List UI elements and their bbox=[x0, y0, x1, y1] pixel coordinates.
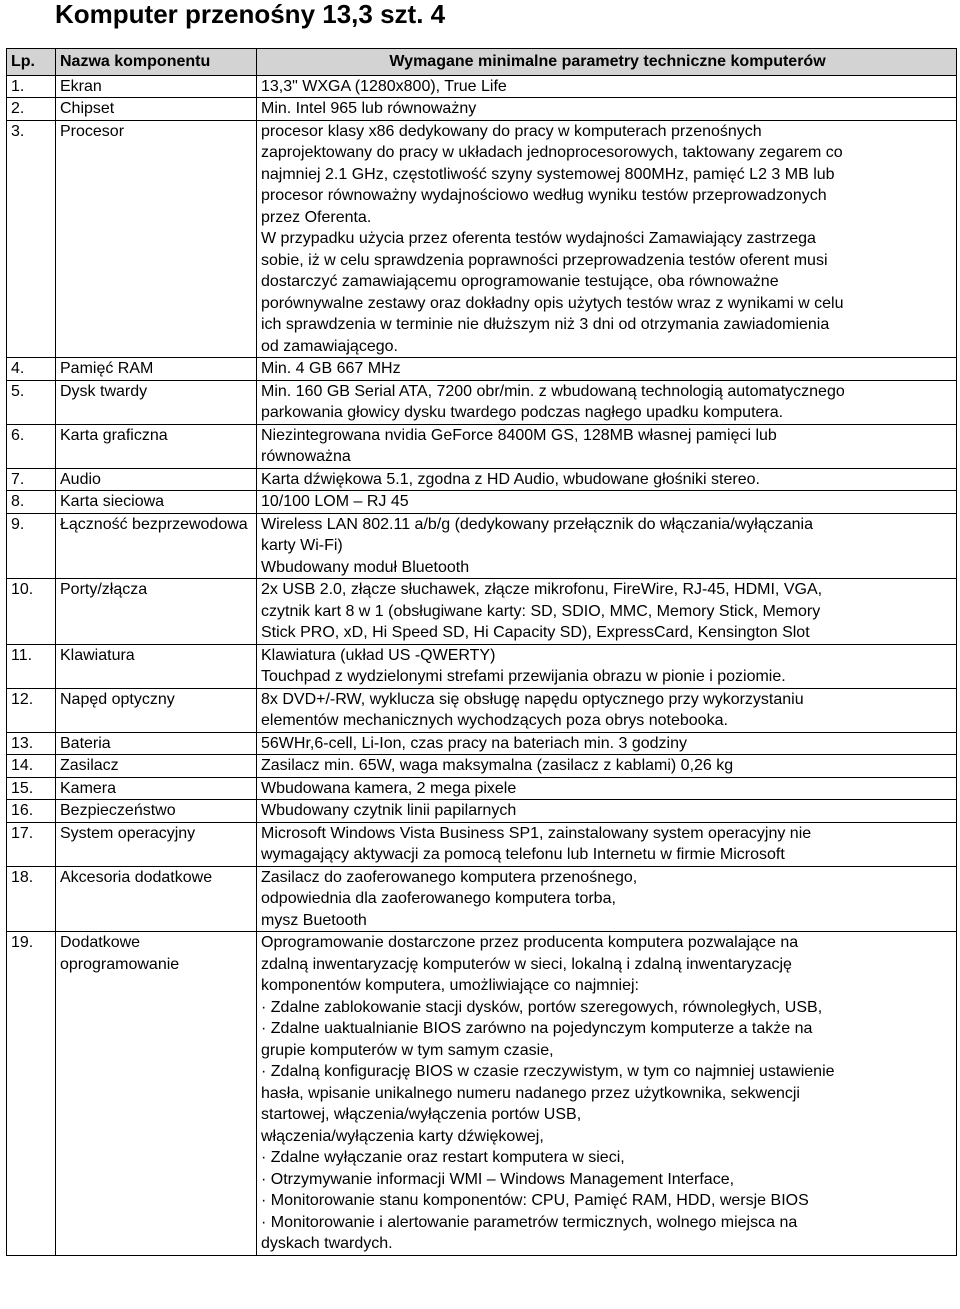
spec-line: procesor równoważny wydajnościowo według wyniku testów przeprowadzonych bbox=[261, 187, 827, 204]
spec-line: · Zdalne wyłączanie oraz restart komputera w sieci, bbox=[261, 1149, 625, 1166]
component-name: Porty/złącza bbox=[56, 579, 257, 645]
component-name: Karta graficzna bbox=[56, 424, 257, 468]
row-number: 2. bbox=[7, 98, 56, 121]
spec-line: dostarczyć zamawiającemu oprogramowanie testujące, oba równoważne bbox=[261, 273, 779, 290]
table-row bbox=[7, 120, 957, 358]
component-spec bbox=[257, 688, 957, 732]
table-row bbox=[7, 732, 957, 755]
spec-line: 8x DVD+/-RW, wyklucza się obsługę napędu optycznego przy wykorzystaniu bbox=[261, 690, 804, 708]
component-spec bbox=[257, 732, 957, 755]
spec-line: · Monitorowanie i alertowanie parametrów termicznych, wolnego miejsca na bbox=[261, 1213, 798, 1231]
table-row bbox=[7, 75, 957, 98]
component-spec bbox=[257, 358, 957, 381]
spec-line: procesor klasy x86 dedykowany do pracy w komputerach przenośnych bbox=[261, 122, 762, 140]
component-name: Karta sieciowa bbox=[56, 491, 257, 514]
spec-line: hasła, wpisanie unikalnego numeru nadanego przez użytkownika, sekwencji bbox=[261, 1084, 800, 1102]
spec-line: Karta dźwiękowa 5.1, zgodna z HD Audio, wbudowane głośniki stereo. bbox=[261, 470, 760, 488]
component-name: Chipset bbox=[56, 98, 257, 121]
spec-line: 2x USB 2.0, złącze słuchawek, złącze mikrofonu, FireWire, RJ-45, HDMI, VGA, bbox=[261, 581, 823, 598]
spec-line: czytnik kart 8 w 1 (obsługiwane karty: SD, SDIO, MMC, Memory Stick, Memory bbox=[261, 602, 821, 620]
header-spec: Wymagane minimalne parametry techniczne komputerów bbox=[257, 49, 957, 76]
table-row bbox=[7, 380, 957, 424]
spec-line: Stick PRO, xD, Hi Speed SD, Hi Capacity SD), ExpressCard, Kensington Slot bbox=[261, 624, 810, 641]
spec-line: dyskach twardych. bbox=[261, 1235, 393, 1252]
spec-line: Klawiatura (układ US -QWERTY) bbox=[261, 646, 496, 664]
row-number: 17. bbox=[7, 822, 56, 866]
row-number: 6. bbox=[7, 424, 56, 468]
component-spec bbox=[257, 866, 957, 932]
table-row bbox=[7, 513, 957, 579]
spec-line: mysz Buetooth bbox=[261, 911, 367, 929]
component-name: Kamera bbox=[56, 777, 257, 800]
component-spec bbox=[257, 468, 957, 491]
spec-line: porównywalne zestawy oraz dokładny opis użytych testów wraz z wynikami w celu bbox=[261, 294, 844, 312]
spec-line: od zamawiającego. bbox=[261, 337, 398, 355]
header-name: Nazwa komponentu bbox=[56, 49, 257, 76]
row-number: 12. bbox=[7, 688, 56, 732]
row-number: 11. bbox=[7, 644, 56, 688]
table-row bbox=[7, 424, 957, 468]
spec-line: Touchpad z wydzielonymi strefami przewijania obrazu w pionie i poziomie. bbox=[261, 668, 786, 685]
component-spec bbox=[257, 424, 957, 468]
spec-line: Wireless LAN 802.11 a/b/g (dedykowany przełącznik do włączania/wyłączania bbox=[261, 515, 813, 533]
table-row bbox=[7, 579, 957, 645]
table-row bbox=[7, 866, 957, 932]
component-name: Zasilacz bbox=[56, 755, 257, 778]
spec-line: Wbudowany moduł Bluetooth bbox=[261, 558, 470, 576]
spec-line: komponentów komputera, umożliwiające co najmniej: bbox=[261, 977, 639, 994]
component-spec bbox=[257, 932, 957, 1256]
spec-line: ich sprawdzenia w terminie nie dłuższym niż 3 dni od otrzymania zawiadomienia bbox=[261, 316, 830, 333]
spec-line: Min. 160 GB Serial ATA, 7200 obr/min. z wbudowaną technologią automatycznego bbox=[261, 382, 845, 400]
component-name: Łączność bezprzewodowa bbox=[56, 513, 257, 579]
component-spec bbox=[257, 75, 957, 98]
row-number: 4. bbox=[7, 358, 56, 381]
component-spec bbox=[257, 800, 957, 823]
spec-line: zdalną inwentaryzację komputerów w sieci, lokalną i zdalną inwentaryzację bbox=[261, 955, 792, 973]
spec-line: najmniej 2.1 GHz, częstotliwość szyny systemowej 800MHz, pamięć L2 3 MB lub bbox=[261, 165, 835, 183]
row-number: 13. bbox=[7, 732, 56, 755]
spec-line: · Zdalne uaktualnianie BIOS zarówno na pojedynczym komputerze a także na bbox=[261, 1020, 813, 1037]
spec-line: · Otrzymywanie informacji WMI – Windows Management Interface, bbox=[261, 1170, 735, 1188]
spec-line: karty Wi-Fi) bbox=[261, 537, 343, 554]
table-row bbox=[7, 688, 957, 732]
row-number: 7. bbox=[7, 468, 56, 491]
spec-line: Oprogramowanie dostarczone przez producenta komputera pozwalające na bbox=[261, 934, 799, 951]
component-spec bbox=[257, 644, 957, 688]
component-name: Ekran bbox=[56, 75, 257, 98]
spec-line: równoważna bbox=[261, 448, 351, 465]
component-spec bbox=[257, 98, 957, 121]
spec-line: · Monitorowanie stanu komponentów: CPU, Pamięć RAM, HDD, wersje BIOS bbox=[261, 1192, 809, 1209]
header-lp: Lp. bbox=[7, 49, 56, 76]
table-row bbox=[7, 800, 957, 823]
component-name: Bezpieczeństwo bbox=[56, 800, 257, 823]
component-name: Napęd optyczny bbox=[56, 688, 257, 732]
component-name: Pamięć RAM bbox=[56, 358, 257, 381]
component-name: Audio bbox=[56, 468, 257, 491]
component-name: System operacyjny bbox=[56, 822, 257, 866]
page-title: Komputer przenośny 13,3 szt. 4 bbox=[55, 0, 446, 29]
row-number: 10. bbox=[7, 579, 56, 645]
component-spec bbox=[257, 579, 957, 645]
component-spec bbox=[257, 120, 957, 358]
spec-table bbox=[6, 48, 957, 1256]
table-row bbox=[7, 491, 957, 514]
spec-line: parkowania głowicy dysku twardego podczas nagłego upadku komputera. bbox=[261, 404, 784, 421]
row-number: 3. bbox=[7, 120, 56, 358]
component-name: Klawiatura bbox=[56, 644, 257, 688]
table-row bbox=[7, 822, 957, 866]
spec-line: sobie, iż w celu sprawdzenia poprawności przeprowadzenia testów oferent musi bbox=[261, 251, 828, 269]
component-spec bbox=[257, 491, 957, 514]
spec-line: 56WHr,6-cell, Li-Ion, czas pracy na bateriach min. 3 godziny bbox=[261, 734, 687, 752]
spec-line: · Zdalną konfigurację BIOS w czasie rzeczywistym, w tym co najmniej ustawienie bbox=[261, 1063, 835, 1080]
component-spec bbox=[257, 755, 957, 778]
component-name: Dysk twardy bbox=[56, 380, 257, 424]
spec-line: Min. Intel 965 lub równoważny bbox=[261, 100, 477, 117]
spec-line: W przypadku użycia przez oferenta testów wydajności Zamawiający zastrzega bbox=[261, 230, 816, 247]
spec-line: odpowiednia dla zaoferowanego komputera torba, bbox=[261, 890, 616, 907]
table-row bbox=[7, 755, 957, 778]
spec-line: wymagający aktywacji za pomocą telefonu lub Internetu w firmie Microsoft bbox=[261, 846, 785, 863]
component-name: Dodatkowe oprogramowanie bbox=[56, 932, 257, 1256]
component-spec bbox=[257, 513, 957, 579]
spec-line: Wbudowany czytnik linii papilarnych bbox=[261, 802, 517, 819]
row-number: 5. bbox=[7, 380, 56, 424]
spec-line: 10/100 LOM – RJ 45 bbox=[261, 493, 409, 510]
row-number: 15. bbox=[7, 777, 56, 800]
component-name: Bateria bbox=[56, 732, 257, 755]
spec-line: Microsoft Windows Vista Business SP1, zainstalowany system operacyjny nie bbox=[261, 824, 812, 842]
row-number: 16. bbox=[7, 800, 56, 823]
table-header-row bbox=[7, 49, 957, 76]
spec-line: przez Oferenta. bbox=[261, 208, 372, 226]
row-number: 14. bbox=[7, 755, 56, 778]
spec-line: grupie komputerów w tym samym czasie, bbox=[261, 1041, 554, 1059]
spec-line: Min. 4 GB 667 MHz bbox=[261, 360, 401, 377]
table-row bbox=[7, 468, 957, 491]
row-number: 1. bbox=[7, 75, 56, 98]
row-number: 19. bbox=[7, 932, 56, 1256]
component-name: Akcesoria dodatkowe bbox=[56, 866, 257, 932]
table-body bbox=[7, 75, 957, 1255]
spec-line: Wbudowana kamera, 2 mega pixele bbox=[261, 779, 517, 797]
component-spec bbox=[257, 380, 957, 424]
spec-line: Zasilacz do zaoferowanego komputera przenośnego, bbox=[261, 868, 638, 886]
table-row bbox=[7, 358, 957, 381]
spec-line: 13,3" WXGA (1280x800), True Life bbox=[261, 77, 507, 95]
table-row bbox=[7, 777, 957, 800]
table-row bbox=[7, 98, 957, 121]
spec-line: · Zdalne zablokowanie stacji dysków, portów szeregowych, równoległych, USB, bbox=[261, 998, 823, 1016]
row-number: 18. bbox=[7, 866, 56, 932]
spec-line: włączenia/wyłączenia karty dźwiękowej, bbox=[261, 1127, 544, 1145]
component-name: Procesor bbox=[56, 120, 257, 358]
spec-line: Niezintegrowana nvidia GeForce 8400M GS, 128MB własnej pamięci lub bbox=[261, 426, 777, 444]
spec-line: zaprojektowany do pracy w układach jednoprocesorowych, taktowany zegarem co bbox=[261, 144, 843, 161]
table-row bbox=[7, 644, 957, 688]
spec-line: Zasilacz min. 65W, waga maksymalna (zasilacz z kablami) 0,26 kg bbox=[261, 757, 734, 774]
component-spec bbox=[257, 777, 957, 800]
component-spec bbox=[257, 822, 957, 866]
table-row bbox=[7, 932, 957, 1256]
spec-line: startowej, włączenia/wyłączenia portów USB, bbox=[261, 1106, 582, 1123]
spec-line: elementów mechanicznych wychodzących poza obrys notebooka. bbox=[261, 712, 728, 729]
row-number: 8. bbox=[7, 491, 56, 514]
row-number: 9. bbox=[7, 513, 56, 579]
